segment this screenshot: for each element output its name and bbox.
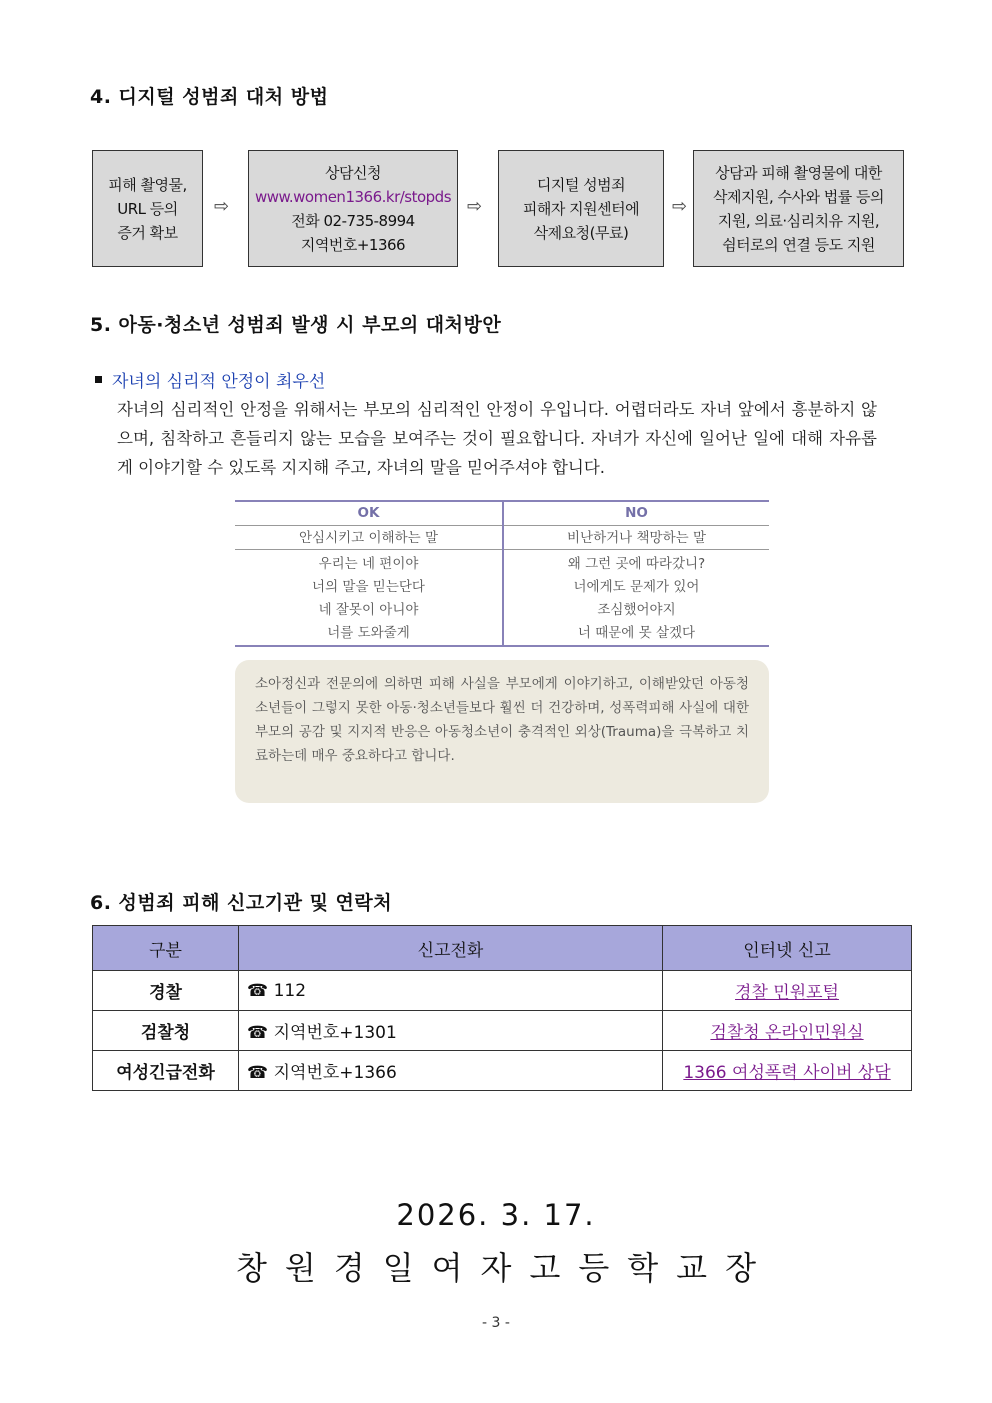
link-cell xyxy=(663,1011,912,1051)
step-text: 상담신청 xyxy=(325,163,381,182)
step-text: 삭제지원, 수사와 법률 등의 xyxy=(713,187,884,206)
step-text: 전화 02-735-8994 xyxy=(291,211,415,230)
phone-icon: ☎ xyxy=(247,1063,269,1083)
org-cell: 경찰 xyxy=(93,971,239,1011)
arrow-icon: ⇨ xyxy=(467,196,483,217)
section-4-title: 4. 디지털 성범죄 대처 방법 xyxy=(90,86,329,108)
arrow-icon: ⇨ xyxy=(214,196,230,217)
no-column xyxy=(502,502,769,645)
table-row xyxy=(93,1051,912,1091)
table-header xyxy=(93,926,912,971)
phone-icon: ☎ xyxy=(247,1023,269,1043)
phone-cell xyxy=(239,971,663,1011)
report-link[interactable]: 경찰 민원포털 xyxy=(735,983,839,1003)
header-cell: 신고전화 xyxy=(239,926,663,971)
phone-number: 지역번호+1301 xyxy=(273,1023,397,1043)
step-delete-request xyxy=(498,150,664,267)
phone-number: 112 xyxy=(273,980,307,1001)
phone-number: 지역번호+1366 xyxy=(273,1063,397,1083)
ok-no-table xyxy=(235,500,769,647)
org-cell: 여성긴급전화 xyxy=(93,1051,239,1091)
no-header: NO xyxy=(504,502,769,526)
bullet-text: 자녀의 심리적 안정이 최우선 xyxy=(112,372,326,392)
ok-item: 너의 말을 믿는단다 xyxy=(312,579,425,595)
report-contacts-table xyxy=(92,925,912,1091)
step-text: URL 등의 xyxy=(117,199,178,218)
no-item: 너에게도 문제가 있어 xyxy=(573,579,700,595)
paragraph: 자녀의 심리적인 안정을 위해서는 부모의 심리적인 안정이 우입니다. 어렵더라도 자녀 앞에서 흥분하지 않으며, 침착하고 흔들리지 않는 모습을 보여주는 것이 필요합니다. 자녀가 자신에 일어난 일에 대해 자유롭게 이야기할 수 있도록 지지해 주고, 자녀의 말을 믿어주셔야 합니다. xyxy=(117,400,877,477)
bullet-icon xyxy=(95,376,102,383)
table-row xyxy=(93,971,912,1011)
link-cell xyxy=(663,1051,912,1091)
no-item: 조심했어야지 xyxy=(597,602,676,618)
step-consult xyxy=(248,150,458,267)
header-cell: 구분 xyxy=(93,926,239,971)
ok-header: OK xyxy=(235,502,502,526)
date: 2026. 3. 17. xyxy=(396,1198,596,1232)
report-link[interactable]: 1366 여성폭력 사이버 상담 xyxy=(683,1063,891,1083)
step-text: 삭제요청(무료) xyxy=(533,223,629,242)
phone-cell xyxy=(239,1051,663,1091)
no-item: 너 때문에 못 살겠다 xyxy=(577,625,696,641)
step-text: 디지털 성범죄 xyxy=(536,175,626,194)
section-5-title: 5. 아동·청소년 성범죄 발생 시 부모의 대처방안 xyxy=(90,314,502,336)
ok-item: 네 잘못이 아니야 xyxy=(318,602,419,618)
arrow-icon: ⇨ xyxy=(672,196,688,217)
page-number: - 3 - xyxy=(482,1315,510,1331)
ok-item: 우리는 네 편이야 xyxy=(318,556,419,572)
section-6-title: 6. 성범죄 피해 신고기관 및 연락처 xyxy=(90,892,393,914)
step-text: 증거 확보 xyxy=(117,223,178,242)
phone-icon: ☎ xyxy=(247,980,269,1001)
expert-note: 소아정신과 전문의에 의하면 피해 사실을 부모에게 이야기하고, 이해받았던 아동청소년들이 그렇지 못한 아동·청소년들보다 훨씬 더 건강하며, 성폭력피해 사실에 대한 부모의 공감 및 지지적 반응은 아동청소년이 충격적인 외상(Trauma)을 극복하고 치료하는데 매우 중요하다고 합니다. xyxy=(235,660,769,803)
step-text: 상담과 피해 촬영물에 대한 xyxy=(715,163,882,182)
step-text: 피해 촬영물, xyxy=(108,175,187,194)
phone-cell xyxy=(239,1011,663,1051)
step-text: 지원, 의료·심리치유 지원, xyxy=(717,211,880,230)
link-cell xyxy=(663,971,912,1011)
ok-column xyxy=(235,502,502,645)
org-cell: 검찰청 xyxy=(93,1011,239,1051)
header-cell: 인터넷 신고 xyxy=(663,926,912,971)
report-link[interactable]: 검찰청 온라인민원실 xyxy=(710,1023,864,1043)
bullet-heading xyxy=(95,367,325,392)
ok-item: 너를 도와줄게 xyxy=(327,625,410,641)
step-support xyxy=(693,150,904,267)
consult-url-link[interactable]: www.women1366.kr/stopds xyxy=(254,187,452,206)
step-text: 피해자 지원센터에 xyxy=(522,199,640,218)
no-subheader: 비난하거나 책망하는 말 xyxy=(504,526,769,550)
step-text: 쉼터로의 연결 등도 지원 xyxy=(722,235,875,254)
step-evidence xyxy=(92,150,203,267)
ok-subheader: 안심시키고 이해하는 말 xyxy=(235,526,502,550)
no-item: 왜 그런 곳에 따라갔니? xyxy=(567,556,706,572)
school-signature: 창원경일여자고등학교장 xyxy=(235,1249,775,1287)
table-row xyxy=(93,1011,912,1051)
step-text: 지역번호+1366 xyxy=(300,235,406,254)
